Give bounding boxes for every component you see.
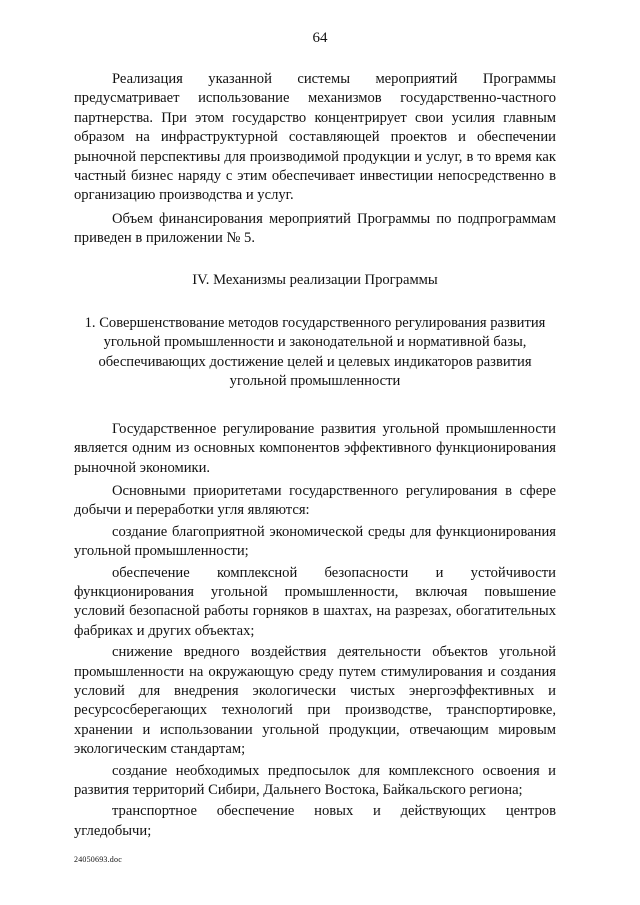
list-item-environment: снижение вредного воздействия деятельности объектов угольной промышленности на окружающую среду путем стимулирования и создания условий для внедрения экологически чистых энергоэффективных и ресурсосберегающих технологий при производстве, транспортировке, хранении и использовании угольной продукции, отвечающим мировым экологическим стандартам;	[74, 644, 556, 758]
list-item-safety: обеспечение комплексной безопасности и устойчивости функционирования угольной промышленности, включая повышение условий безопасной работы горняков в шахтах, на разрезах, обогатительных фабриках и других объектах;	[74, 564, 556, 639]
list-item-transport: транспортное обеспечение новых и действующих центров угледобычи;	[74, 803, 556, 839]
document-body	[74, 70, 556, 843]
section-heading: IV. Механизмы реализации Программы	[192, 271, 438, 288]
document-code: 24050693.doc	[74, 855, 122, 864]
list-item-territories: создание необходимых предпосылок для комплексного освоения и развития территорий Сибири, Дальнего Востока, Байкальского региона;	[74, 762, 556, 798]
subsection-heading: 1. Совершенствование методов государственного регулирования развития угольной промышленности и законодательной и нормативной базы, обеспечивающих достижение целей и целевых индикаторов развития угольной промышленности	[84, 315, 546, 390]
paragraph-ppp-mechanisms: Реализация указанной системы мероприятий Программы предусматривает использование механизмов государственно-частного партнерства. При этом государство концентрирует свои усилия главным образом на инфраструктурной составляющей проектов и обеспечении рыночной перспективы для производимой продукции и услуг, в то время как частный бизнес наряду с этим обеспечивает инвестиции непосредственно в организацию производства и услуг.	[74, 71, 556, 204]
paragraph-financing: Объем финансирования мероприятий Программы по подпрограммам приведен в приложении № 5.	[74, 210, 556, 247]
page-number: 64	[312, 30, 328, 46]
list-item-economic-environment: создание благоприятной экономической среды для функционирования угольной промышленности;	[74, 523, 556, 560]
paragraph-state-regulation: Государственное регулирование развития угольной промышленности является одним из основных компонентов эффективного функционирования рыночной экономики.	[74, 420, 556, 476]
paragraph-priorities-intro: Основными приоритетами государственного регулирования в сфере добычи и переработки угля являются:	[74, 482, 556, 519]
